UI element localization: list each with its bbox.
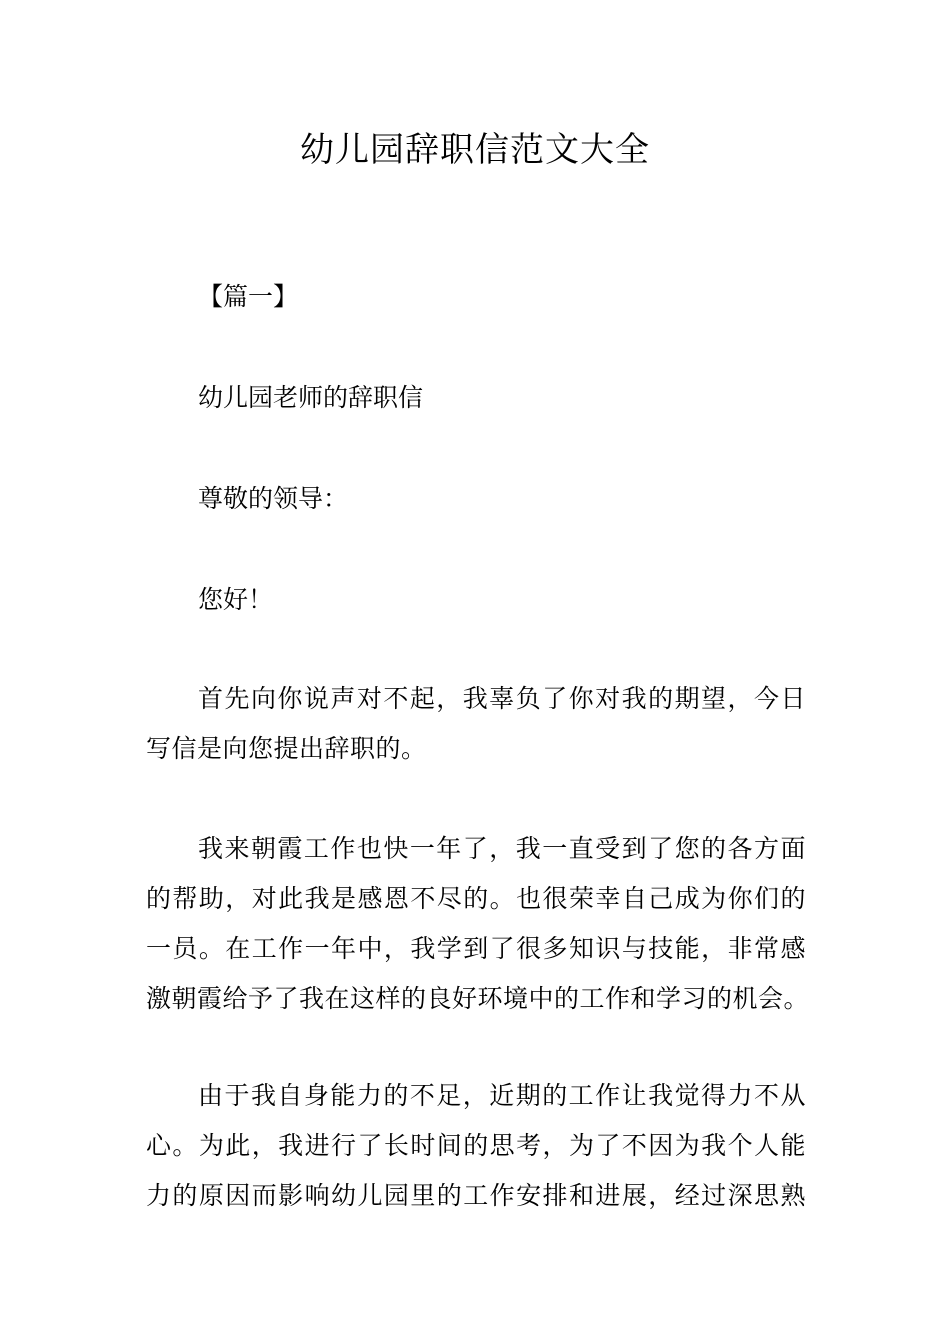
salutation: 尊敬的领导： (198, 484, 349, 513)
paragraph-line: 首先向你说声对不起，我辜负了你对我的期望，今日 (198, 684, 806, 713)
letter-title: 幼儿园老师的辞职信 (198, 383, 424, 412)
paragraph-1 (146, 674, 806, 774)
section-label: 【篇一】 (198, 282, 299, 311)
paragraph-line: 写信是向您提出辞职的。 (146, 734, 427, 763)
paragraph-line: 一员。在工作一年中，我学到了很多知识与技能，非常感 (146, 934, 806, 963)
paragraph-line: 激朝霞给予了我在这样的良好环境中的工作和学习的机会。 (146, 984, 810, 1013)
paragraph-line: 我来朝霞工作也快一年了，我一直受到了您的各方面 (198, 834, 806, 863)
document-title: 幼儿园辞职信范文大全 (300, 130, 650, 170)
paragraph-line: 心。为此，我进行了长时间的思考，为了不因为我个人能 (146, 1131, 806, 1160)
paragraph-line: 由于我自身能力的不足，近期的工作让我觉得力不从 (198, 1081, 806, 1110)
paragraph-3 (146, 1071, 806, 1221)
paragraph-line: 力的原因而影响幼儿园里的工作安排和进展，经过深思熟 (146, 1181, 806, 1210)
paragraph-line: 的帮助，对此我是感恩不尽的。也很荣幸自己成为你们的 (146, 884, 806, 913)
greeting: 您好！ (198, 585, 274, 614)
paragraph-2 (146, 824, 810, 1024)
